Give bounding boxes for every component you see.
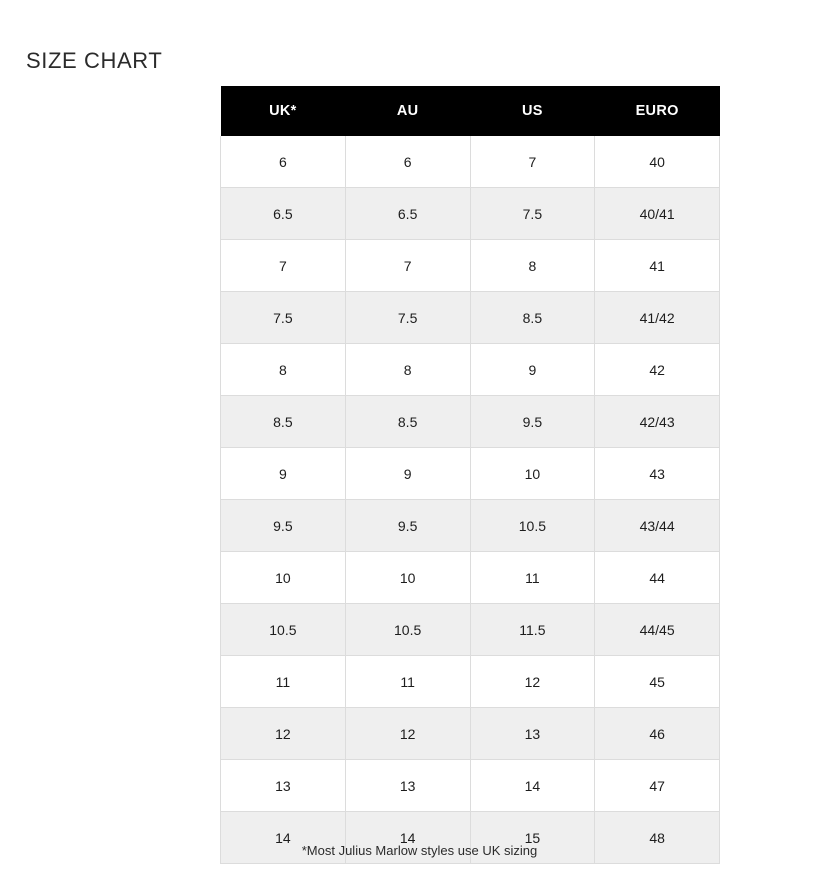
- table-row: [221, 188, 720, 240]
- table-row: [221, 136, 720, 188]
- cell-au: 11: [345, 656, 470, 708]
- cell-euro: 45: [595, 656, 720, 708]
- cell-uk: 13: [221, 760, 346, 812]
- cell-euro: 44/45: [595, 604, 720, 656]
- table-row: [221, 344, 720, 396]
- cell-us: 7.5: [470, 188, 595, 240]
- cell-us: 8: [470, 240, 595, 292]
- table-row: [221, 500, 720, 552]
- table-header-row: [221, 86, 720, 136]
- cell-uk: 10.5: [221, 604, 346, 656]
- cell-au: 6.5: [345, 188, 470, 240]
- cell-us: 8.5: [470, 292, 595, 344]
- cell-uk: 10: [221, 552, 346, 604]
- table-header: [221, 86, 720, 136]
- table-row: [221, 604, 720, 656]
- cell-euro: 42/43: [595, 396, 720, 448]
- cell-au: 9.5: [345, 500, 470, 552]
- cell-uk: 7.5: [221, 292, 346, 344]
- column-header-uk: UK*: [221, 86, 346, 136]
- cell-euro: 46: [595, 708, 720, 760]
- cell-au: 14: [345, 812, 470, 864]
- table-row: [221, 760, 720, 812]
- cell-euro: 44: [595, 552, 720, 604]
- cell-uk: 7: [221, 240, 346, 292]
- cell-uk: 12: [221, 708, 346, 760]
- cell-uk: 9: [221, 448, 346, 500]
- size-chart-footnote: *Most Julius Marlow styles use UK sizing: [301, 843, 538, 858]
- cell-uk: 9.5: [221, 500, 346, 552]
- cell-au: 9: [345, 448, 470, 500]
- cell-euro: 40/41: [595, 188, 720, 240]
- table-row: [221, 708, 720, 760]
- cell-au: 7.5: [345, 292, 470, 344]
- cell-us: 11: [470, 552, 595, 604]
- cell-au: 12: [345, 708, 470, 760]
- cell-au: 8.5: [345, 396, 470, 448]
- cell-uk: 14: [221, 812, 346, 864]
- cell-us: 7: [470, 136, 595, 188]
- cell-uk: 8: [221, 344, 346, 396]
- cell-au: 8: [345, 344, 470, 396]
- cell-au: 13: [345, 760, 470, 812]
- table-row: [221, 656, 720, 708]
- cell-euro: 42: [595, 344, 720, 396]
- column-header-euro: EURO: [595, 86, 720, 136]
- cell-uk: 6: [221, 136, 346, 188]
- cell-euro: 40: [595, 136, 720, 188]
- cell-us: 9.5: [470, 396, 595, 448]
- size-chart-table-wrapper: [220, 86, 720, 864]
- table-row: [221, 240, 720, 292]
- table-row: [221, 292, 720, 344]
- cell-au: 6: [345, 136, 470, 188]
- table-row: [221, 396, 720, 448]
- column-header-au: AU: [345, 86, 470, 136]
- cell-uk: 6.5: [221, 188, 346, 240]
- cell-euro: 41/42: [595, 292, 720, 344]
- cell-euro: 48: [595, 812, 720, 864]
- cell-uk: 11: [221, 656, 346, 708]
- cell-au: 10: [345, 552, 470, 604]
- cell-us: 14: [470, 760, 595, 812]
- cell-euro: 43: [595, 448, 720, 500]
- size-chart-table: [220, 86, 720, 864]
- cell-euro: 47: [595, 760, 720, 812]
- table-body: [221, 136, 720, 864]
- table-row: [221, 552, 720, 604]
- cell-us: 10.5: [470, 500, 595, 552]
- cell-euro: 43/44: [595, 500, 720, 552]
- table-row: [221, 448, 720, 500]
- page-title: SIZE CHART: [26, 47, 163, 73]
- cell-us: 15: [470, 812, 595, 864]
- cell-euro: 41: [595, 240, 720, 292]
- cell-au: 7: [345, 240, 470, 292]
- cell-uk: 8.5: [221, 396, 346, 448]
- cell-us: 12: [470, 656, 595, 708]
- cell-us: 10: [470, 448, 595, 500]
- cell-us: 13: [470, 708, 595, 760]
- cell-us: 11.5: [470, 604, 595, 656]
- column-header-us: US: [470, 86, 595, 136]
- cell-us: 9: [470, 344, 595, 396]
- cell-au: 10.5: [345, 604, 470, 656]
